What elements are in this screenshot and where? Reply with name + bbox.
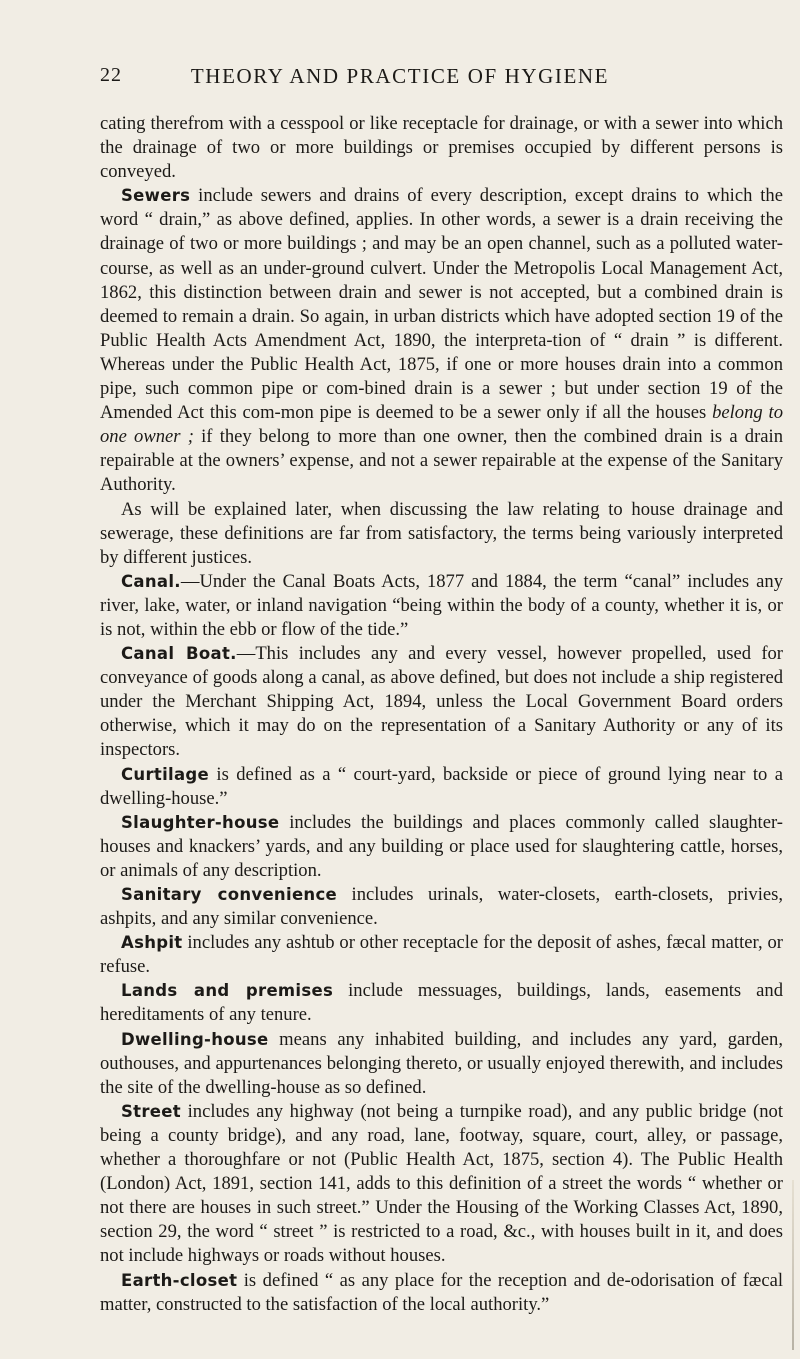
definition-dwelling-house: [100, 1028, 783, 1100]
definition-street: [100, 1100, 783, 1269]
definition-text: —Under the Canal Boats Acts, 1877 and 1884, the term “canal” includes any river, lake, water, or inland navigation “being within the body of a county, whether it is, or is not, within the ebb or flow of the tide.”: [100, 570, 783, 640]
definition-text: includes the buildings and places commonly called slaughter-houses and knackers’ yards, and any building or place used for slaughtering cattle, horses, or animals of any description.: [100, 811, 783, 881]
term-heading: Canal Boat.: [121, 644, 237, 664]
body-text: [100, 112, 783, 1317]
definition-text: include messuages, buildings, lands, easements and hereditaments of any tenure.: [100, 980, 783, 1026]
term-heading: Slaughter-house: [121, 812, 280, 832]
term-heading: Dwelling-house: [121, 1029, 269, 1049]
definition-text: —This includes any and every vessel, however propelled, used for conveyance of goods along a canal, as above defined, but does not include a ship registered under the Merchant Shipping Act, 1894, unless the Local Government Board orders otherwise, which it may do on the representation of a Sanitary Authority or any of its inspectors.: [100, 643, 784, 761]
term-heading: Street: [121, 1101, 181, 1121]
term-heading: Curtilage: [121, 764, 210, 784]
paragraph-text: As will be explained later, when discussing the law relating to house drainage and sewerage, these definitions are far from satisfactory, the terms being variously interpreted by different justices.: [100, 498, 783, 568]
definition-text: is defined “ as any place for the reception and de-odorisation of fæcal matter, constructed to the satisfaction of the local authority.”: [100, 1269, 783, 1315]
definition-canal-boat: [100, 642, 783, 762]
definition-sanitary-convenience: [100, 883, 783, 931]
definition-lands-and-premises: [100, 979, 783, 1027]
definition-slaughter-house: [100, 811, 783, 883]
definition-sewers: [100, 184, 783, 497]
definition-text: includes urinals, water-closets, earth-closets, privies, ashpits, and any similar convenience.: [100, 884, 783, 930]
definition-text: means any inhabited building, and includes any yard, garden, outhouses, and appurtenances belonging thereto, or usually enjoyed therewith, and includes the site of the dwelling-house as so defined.: [100, 1028, 783, 1098]
italic-phrase: belong to one owner ;: [100, 402, 784, 448]
definition-text: include sewers and drains of every description, except drains to which the word “ drain,” as above defined, applies. In other words, a sewer is a drain receiving the drainage of two or more buildings ; and may be an open channel, such as a polluted water-course, as well as an under-ground culvert. Under the Metropolis Local Management Act, 1862, this distinction between drain and sewer is not accepted, but a combined drain is deemed to remain a drain. So again, in urban districts which have adopted section 19 of the Public Health Acts Amendment Act, 1890, the interpreta-tion of “ drain ” is different. Whereas under the Public Health Act, 1875, if one or more houses drain into a common pipe, such common pipe or com-bined drain is a sewer ; but under section 19 of the Amended Act this com-mon pipe is deemed to be a sewer only if all the houses: [100, 185, 783, 424]
definition-text: includes any highway (not being a turnpike road), and any public bridge (not being a county bridge), and any road, lane, footway, square, court, alley, or passage, whether a thoroughfare or not (Public Health Act, 1875, section 4). The Public Health (London) Act, 1891, section 141, adds to this definition of a street the words “ whether or not there are houses in such street.” Under the Housing of the Working Classes Act, 1890, section 29, the word “ street ” is restricted to a road, &c., with houses built in it, and does not include highways or roads without houses.: [100, 1100, 783, 1267]
definition-earth-closet: [100, 1269, 783, 1317]
term-heading: Sewers: [121, 186, 191, 206]
term-heading: Canal.: [121, 571, 181, 591]
running-head: THEORY AND PRACTICE OF HYGIENE: [190, 64, 610, 88]
definition-ashpit: [100, 931, 783, 979]
paragraph-text: cating therefrom with a cesspool or like receptacle for drainage, or with a sewer into which the drainage of two or more buildings or premises occupied by different persons is conveyed.: [100, 113, 783, 183]
term-heading: Ashpit: [121, 933, 183, 953]
term-heading: Lands and premises: [121, 981, 334, 1001]
paragraph-continuation: [100, 112, 783, 184]
term-heading: Sanitary convenience: [121, 885, 338, 904]
definition-text: is defined as a “ court-yard, backside or piece of ground lying near to a dwelling-house.”: [100, 763, 783, 809]
definition-canal: [100, 570, 783, 642]
definition-text: includes any ashtub or other receptacle for the deposit of ashes, fæcal matter, or refuse.: [100, 932, 783, 978]
page-header: [0, 64, 800, 94]
definition-text: if they belong to more than one owner, then the combined drain is a drain repairable at the owners’ expense, and not a sewer repairable at the expense of the Sanitary Authority.: [100, 426, 783, 496]
page-number: 22: [100, 64, 122, 86]
paragraph-commentary: [100, 498, 783, 570]
term-heading: Earth-closet: [121, 1270, 238, 1290]
page-edge-shadow: [792, 1180, 794, 1350]
definition-curtilage: [100, 763, 783, 811]
